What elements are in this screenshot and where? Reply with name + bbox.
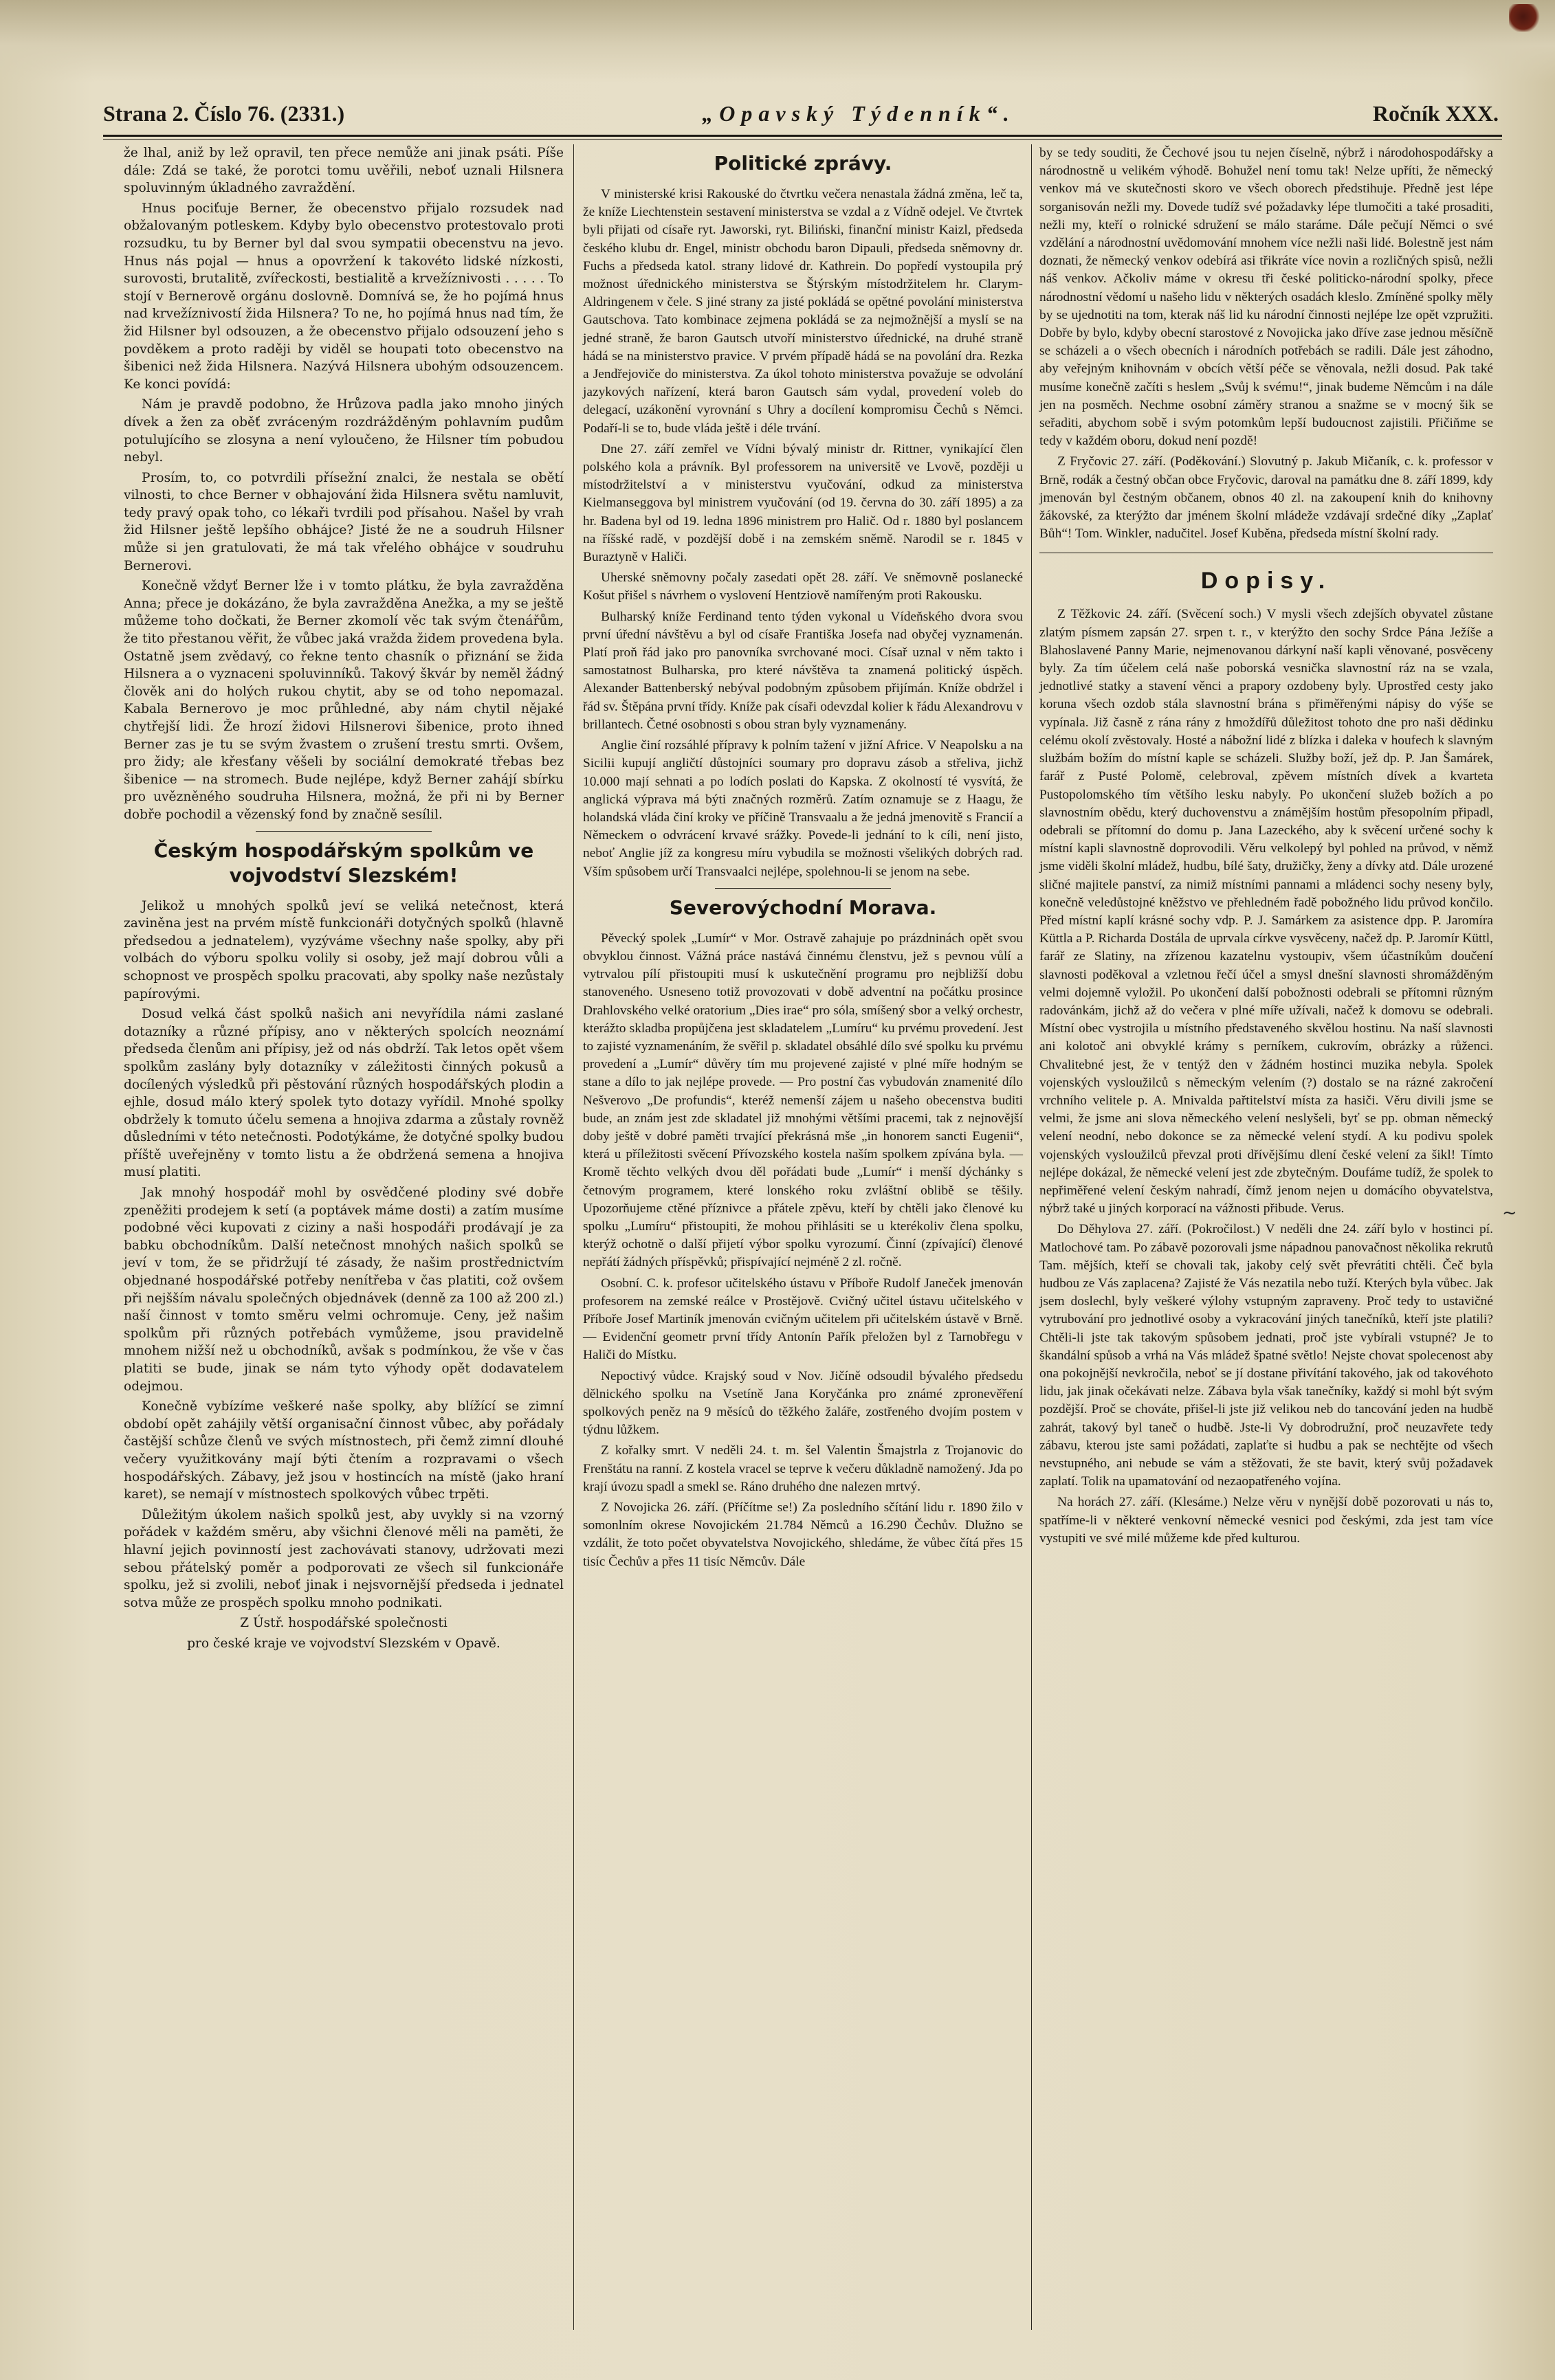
volume-number: Ročník XXX. (1372, 100, 1499, 126)
article-paragraph: by se tedy souditi, že Čechové jsou tu nejen číselně, nýbrž i národohospodářsky a národnostně u velikém výhodě. Bohužel není tomu tak! Nelze upříti, že německý venkov má ve skutečnosti skoro ve všech oborech předstihuje. Předně jest lépe sorganisován nežli my. Dovede tudíž své požadavky lépe tlumočiti a také prosaditi, nežli my, kteří o rolnické sdružení se málo staráme. Dále pečují Němci o své vzdělání a národnostní uvědomování mnohem více nežli naši lidé. Bolestně jest nám doznati, že německý venkov odebírá asi třikráte více novin a rozličných spisů, nežli náš venkov. Ačkoliv máme v okresu tři české politicko-národní spolky, přece národnostní vědomí u našeho lidu v některých osadách kleslo. Zmíněné spolky měly by se ujednotiti na tom, kterak náš lid ku národní činnosti nejlépe lze opět vzpružiti. Dobře by bylo, kdyby obecní starostové z Novojicka jako dříve zase jednou měsíčně se scházeli a o všech obecních i národních potřebách se radili. Dále jest záhodno, aby veřejným knihovnám v obcích větší péče se věnovala, nežli dosud. Pak také musíme konečně začíti s heslem „Svůj k svému!“, jinak budeme Němcům i na dále jen na posměch. Nechme osobní záměry stranou a snažme se v mocný šik se seřaditi, abychom sobě i svým potomkům lepší budoucnost zajistili. Přičiňme se tedy v každém oboru, dokud není pozdě! (1039, 146, 1493, 449)
article-paragraph: Bulharský kníže Ferdinand tento týden vykonal u Vídeňského dvora svou první úřední návštěvu a byl od císaře Františka Josefa nad obyčej vyznamenán. Platí proň řád jako pro panovníka svrchované moci. Císař uznal v něm takto i samostatnost Bulharska, pro které návštěva ta znamená politický úspěch. Alexander Battenberský nebýval podobným způsobem přijímán. Kníže obdržel i řád sv. Štěpána první třídy. Kníže pak císaři odevzdal kolier k řádu Alexandrovu v brillantech. Četné osobnosti s obou stran byly vyznamenány. (583, 609, 1023, 732)
signature-line: pro české kraje ve vojvodství Slezském v Opavě. (187, 1636, 500, 1651)
header-rule-thin (103, 139, 1502, 140)
page-number: Strana 2. Číslo 76. (2331.) (103, 100, 345, 126)
section-title: Dopisy. (1200, 568, 1332, 594)
column-2 (583, 144, 1023, 1574)
article-paragraph: Z Těžkovic 24. září. (Svěcení soch.) V mysli všech zdejších obyvatel zůstane zlatým písmem zapsán 27. srpen t. r., v kterýžto den sochy Srdce Pána Ježíše a Blahoslavené Panny Marie, nejmenovanou dárkyní naší kapli věnované, posvěceny byly. Za tím účelem celá naše poborská vesnička slavnostní ráz na se vzala, jednotlivé statky a stavení věnci a prapory ozdobeny byly. Uprostřed cesty jako koruna všech ozdob stála slavnostní brána s přiměřenými nápisy do výše se vypínala. Již časně z rána rány z hmoždířů důležitost tohoto dne pro naši dědinku celému okolí zvěstovaly. Hosté a nábožní lidé z blízka i daleka v houfech k slavným službám božím do místní kaple se scházeli. Služby boží, jež dp. P. Jan Šamárek, farář z Pusté Polomě, celebroval, zpěvem místních dívek a kvarteta Pustopolomského tím většího lesku nabyly. Po ukončení služeb božích a po slavnostním obědu, který duchovenstvu a známějším hostům přesopolním připadl, odebrali se přítomní do domu p. Jana Lazeckého, aby k svěcení určené sochy k místní kapli slavnostně doprovodili. Věru velkolepý byl pohled na průvod, v němž jsme viděli školní mládež, hudbu, bílé šaty, družičky, ženy a dívky atd. Dále urozené sličné majitele panství, za nimiž místními pannami a mládenci sochy neseny byly, konečně veledůstojné kněžstvo ve přehledném řadě pobožného lidu průvod končilo. Před místní kaplí krásné sochy vdp. P. J. Samárkem za asistence dpp. P. Jaromíra Küttla a P. Richarda Dostála de uprvala církve vysvěceny, načež dp. P. Jaromír Küttl, farář ze Slatiny, na zřízenou kazatelnu vystoupiv, všem účastníkům doučení slavnosti poděkoval a vzletnou řečí účel a smysl dnešní slavnosti shromážděným velmi dojemně vyložil. Po ukončení další pobožnosti odebrali se přítomni různým radovánkám, jichž až do večera v plné míře užívali, načež k domovu se odebrali. Místní obec vystrojila u místního představeného skvělou hostinu. Na naší slavnosti ani kolotoč ani obvyklé krámy s perníkem, cukrovím, obrázky a růženci. Chvalitebné jest, že v tentýž den v žádném hostinci muzika nebyla. Spolek vojenských vysloužilců s německým velením (?) dostalo se na rázné zakročení vrchního velitele p. A. Mnivalda pařtitelství místa za hasiči. Věru divili jsme se velmi, že jsme ani slova německého velení neslyšeli, byť se pp. obman německý velení neodní, nebo dokonce se za německé velení stydí. A ku podivu spolek vojenských vysloužilců převzal proti dřívějšímu dlení české velení za šikl! Tímto nejlépe dokázal, že německé velení jest zde zbytečným. Doufáme tudíž, že spolek to nepřiměřené velení českým nahradí, čímž jenom nejen u domácího obyvatelstva, nýbrž také u jiných korporací na vážnosti přibude. Verus. (1039, 607, 1493, 1216)
column-3 (1039, 144, 1493, 1550)
article-paragraph: Jelikož u mnohých spolků jeví se veliká netečnost, která zaviněna jest na prvém místě funkcionáři dotyčných spolků (hlavně předsedou a jednatelem), vyzýváme všechny naše spolky, aby při volbách do výboru spolku volily si osoby, jež mají dobrou vůli a schopnost ve prospěch spolku pracovati, aby spolky naše nezůstaly papírovými. (124, 898, 564, 1001)
column-divider (573, 144, 574, 2330)
header-rule (103, 135, 1502, 137)
article-paragraph: Anglie činí rozsáhlé přípravy k polním tažení v jižní Africe. V Neapolsku a na Sicilii kupují angličtí důstojníci soumary pro dopravu zásob a střeliva, jichž 10.000 mají sehnati a po lodích poslati do Kapska. Z okolností té vysvítá, že anglická výprava má býti značných rozměrů. Zatím oznamuje se z Haagu, že holandská vláda činí kroky ve příčině Transvaalu a že jedná jmenovitě s Francií a Německem o odvrácení krvavé srážky. Povede-li jednání to k cíli, není jisto, neboť Anglie jíž za kongresu míru vybudila se možnosti všelikých dobrých rad. Vším spůsobem určí Transvaalci nejlépe, spolehnou-li se jenom na sebe. (583, 738, 1023, 879)
article-paragraph: V ministerské krisi Rakouské do čtvrtku večera nenastala žádná změna, leč ta, že kníže Liechtenstein sestavení ministerstva se vzdal a z Vídně odejel. Ve čtvrtek byli přijati od císaře ryt. Jaworski, ryt. Biliński, finanční ministr Kaizl, předseda českého klubu dr. Engel, ministr obchodu baron Dipauli, předseda sněmovny dr. Fuchs a předseda katol. strany lidové dr. Kathrein. Do popředí vystoupila prý možnost úřednického ministerstva se Štýrským místodržitelem hr. Clarym-Aldringenem v čele. S jiné strany za jisté pokládá se opětné povolání ministerstva Gautschova. Tato kombinace zejmena pokládá se za nejmožnější a myslí se na jedné straně, že baron Gautsch utvoří ministerstvo úřednické, na druhé straně hádá se na ministerstvo pravice. V prvém případě hádá se na povolání dra. Rezka a Jendřejoviče do ministerstva. Za úkol tohoto ministerstva považuje se odvolání jazykových nařízení, která baron Gautsch sám vydal, provedení voleb do delegací, uzákonění vyrovnání s Uhry a docílení kompromisu Čechů s Němci. Podaří-li se to, bude vláda ještě i déle trvání. (583, 187, 1023, 436)
signature-line: Z Ústř. hospodářské společnosti (240, 1616, 448, 1631)
article-paragraph: Do Děhylova 27. září. (Pokročilost.) V neděli dne 24. září bylo v hostinci pí. Matlochové tam. Po zábavě pozorovali jsme nápadnou panovačnost několika rekrutů Tam. mějších, kteří se chovali tak, jakoby celý svět převrátiti chtěli. Čeč byla hudbou ze Vás zaplacena? Zajisté že Vás nezatila nebo tuží. Kterých byla vůbec. Jak jsem doslechl, byly veškeré výlohy vstupným zapraveny. Proč tedy to ustavičné vytrubování pro jednotlivé osoby a vykracování jiných tanečníků, kteří jste platili? Chtěli-li jste tak takovým spůsobem jednati, proč jste vybírali vstupné? Je to škandální spůsob a vrhá na Vás mládež špatné světlo! Nejste chovat spolecenost aby ona pokojnější nevkročila, neboť se jí dostane přivítání takového, jak od takovéhoto lidu, jak jinak očekávati nelze. Zábava byla však tanečníky, každý si mohl být svým pozdější. Proč se chováte, přišel-li jste již velikou neb do tancování jeden na hudbě zahrát, takový byl taneč o hudbě. Jste-li Vy dobrodružní, proč neuzavřete tedy zábavu, kterou jste sami požádati, zaplaťte si hudbu a pak se nechtějte od všech nevstupného, ani nebude se vám a stěžovati, že ste bavit, který svůj požadavek zaplatí. Tolik na upamatování od nezaopatřeného vojína. (1039, 1222, 1493, 1489)
article-paragraph: Konečně vždyť Berner lže i v tomto plátku, že byla zavražděna Anna; přece je dokázáno, že byla zavražděna Anežka, a my se ještě můžeme toho dočkati, že Berner zkomolí věc tak svým čtenářům, že tito přestanou věřit, že vůbec jaká vražda židem provedena byla. Ostatně jsem zvědavý, co řekne tento chasník o přiznání se žida Hilsnera a o vyznaceni spoluvinníků. Takový škvár by neměl žádný člověk ani do holých rukou chytit, aby se od toho nepomazal. Kabala Bernerovo je moc průhledné, aby nám chytil nějaké chytřejší lidi. Že hrozí židovi Hilsnerovi šibenice, proto ihned Berner zas je tu se svým žvastem o zrušení trestu smrti. Ovšem, pro židy; ale křesťany věšeli by sociální demokraté třebas bez šibenice — na stromech. Bude nejlépe, když Berner zahájí sbírku pro uvězněného soudruha Hilsnera, možná, že při ni by Berner dobře pochodil a vězenský fond by značně sesílil. (124, 579, 564, 822)
article-paragraph: že lhal, aniž by lež opravil, ten přece nemůže ani jinak psáti. Píše dále: Zdá se také, že porotci tomu uvěřili, neboť uznali Hilsnera spoluvinným úkladného zavraždění. (124, 146, 564, 196)
section-divider (256, 831, 432, 832)
page-header (103, 96, 1499, 131)
column-divider (1031, 144, 1032, 2330)
article-paragraph: Prosím, to, co potvrdili přísežní znalci, že nestala se obětí vilnosti, to chce Berner v obhajování žida Hilsnera světu namluvit, tedy pravý opak toho, co lékaři tvrdili pod přísahou. Našel by vrah žid Hilsner ještě lepšího obhájce? Jisté že ne a soudruh Hilsner může si jen gratulovati, že má tak vřelého obhájce v soudruhu Bernerovi. (124, 470, 564, 573)
article-paragraph: Nám je pravdě podobno, že Hrůzova padla jako mnoho jiných dívek a žen za oběť zvráceným rozdrážděným pohlavním pudům potulujícího se zlosyna a není vyloučeno, že Hilsner tím pobudou nebyl. (124, 397, 564, 465)
article-paragraph: Konečně vybízíme veškeré naše spolky, aby blížící se zimní období opět zahájily větší organisační činnost vůbec, aby pořádaly častější schůze členů ve svých místnostech, při čemž zimní dlouhé večery využitkovány mají býti čtením a rozpravami o všech hospodářských. Zábavy, jež jsou v hostincích na místě (jako hraní karet), se nemají v místnostech spolkových vůbec trpěti. (124, 1399, 564, 1502)
section-title: Severovýchodní Morava. (669, 896, 937, 919)
article-paragraph: Jak mnohý hospodář mohl by osvědčené plodiny své dobře zpeněžiti prodejem k setí (a poptávek máme dosti) a zatím musíme podobné věci kupovati z ciziny a naši hospodáři prodávají je za babku obchodníkům. Další netečnost mnohých našich spolků se jeví v tom, že se přidržují té zásady, že našim prostřednictvím objednané hospodářské potřeby nenítřeba v čas platiti, což ovšem při nejšším návalu společných objednávek (denně za 100 až 200 zl.) naší činnost v tomto směru velmi ochromuje. Ceny, jež našim spolkům při různých potřebách vymůžeme, jsou pravidelně mnohem nižší než u obchodníků, avšak s podmínkou, že vše v čas platiti se bude, jinak se nám tyto výhody opět dodavatelem odejmou. (124, 1186, 564, 1394)
article-paragraph: Na horách 27. září. (Klesáme.) Nelze věru v nynější době pozorovati u nás to, spatříme-li v některé venkovní německé vesnici pod českými, zda jest tam více vystupiti ve své milé můžeme kde před kulturou. (1039, 1495, 1493, 1546)
article-paragraph: Dosud velká část spolků našich ani nevyřídila námi zaslané dotazníky a různé přípisy, ano v některých spolcích neoznámí předseda členům ani přípisy, jež od nás obdrží. Tak letos opět všem spolkům zaslány byly dotazníky v záležitosti činných pokusů a docílených výsledků při pěstování různých hospodářských plodin a ejhle, dosud málo který spolek tyto dotazy vyřídil. Mnohé spolky obdržely k tomuto účelu semena a hnojiva zdarma a zůstaly rovněž důsledními v této netečnosti. Podotýkáme, že dotyčné spolky budou příště uveřejněny v tomto listu a že obdržená semena a hnojiva musí platiti. (124, 1007, 564, 1180)
article-paragraph: Z Fryčovic 27. září. (Poděkování.) Slovutný p. Jakub Mičaník, c. k. professor v Brně, rodák a čestný občan obce Fryčovic, daroval na památku dne 8. září 1899, kdy jmenován byl čestným občanem, obnos 40 zl. na zakoupení knih do knihovny žákovské, za kterýžto dar jménem školní mládeže vzdávají srdečné díky „Zaplať Bůh“! Tom. Winkler, nadučitel. Josef Kuběna, předseda místní školní rady. (1039, 454, 1493, 542)
section-divider (715, 888, 891, 889)
newspaper-title: „Opavský Týdenník“. (702, 100, 1015, 126)
article-paragraph: Z kořalky smrt. V neděli 24. t. m. šel Valentin Šmajstrla z Trojanovic do Frenštátu na ranní. Z kostela vracel se teprve k večeru důkladně namožený. Jda po krají úvozu spadl a smekl se. Ráno druhého dne nalezen mrtvý. (583, 1443, 1023, 1494)
section-title: Politické zprávy. (714, 152, 892, 175)
article-paragraph: Pěvecký spolek „Lumír“ v Mor. Ostravě zahajuje po prázdninách opět svou obvyklou činnost. Vážná práce nastává činnému členstvu, jež s pevnou vůlí a vytrvalou pílí přistoupiti musí k uskutečnění programu pro nejbližší dobu stanoveného. Usneseno totiž provozovati v době adventní na počátku prosince Drahlovského velké oratorium „Dies irae“ pro sóla, smíšený sbor a velký orchestr, kterážto skladba propůjčena jest skladatelem „Lumíru“ ku prvému provedení. Jest to zajisté vyznamenáním, že svěřil p. skladatel obsáhlé dílo své spolku ku prvému provedení a „Lumír“ důvěry tím mu projevené zajisté v plné míře hodným se stane a dílo to jak nejlépe provede. — Pro postní čas vybudován znamenité dílo Nešverovo „De profundis“, kteréž nemenší zájem u našeho obecenstva buditi bude, an znám jest zde skladatel již mnohými většími pracemi, tak z nejnovější doby ještě v dobré paměti trvající překrásná mše „in honorem sancti Eugenii“, která u příležitosti svěcení Přívozského kostela naším spolkem zpívána byla. — Kromě těchto velkých dvou děl pořádati bude „Lumír“ i menší dýchánky s četnovým programem, které lonského roku zvláštní oblibě se těšily. Upozorňujeme ctěné příznivce a přátele zpěvu, kteří by chtěli jako členové ku spolku „Lumíru“ přistoupiti, že mohou přihlásiti se u kterékoliv člena spolku, kterýž ochotně o další přijetí výbor spolku vyrozumí. Činní (zpívající) členové nepřátí žádných příspěvků; přispívající nejméně 2 zl. ročně. (583, 931, 1023, 1270)
column-1 (124, 144, 564, 1656)
article-paragraph: Dne 27. září zemřel ve Vídni bývalý ministr dr. Rittner, vynikající člen polského kola a právník. Byl professorem na universitě ve Lvově, později u místodržitelství a v ministerstvu vyučování, odkud za ministerstva Kielmanseggova byl ministrem vyučování (od 19. června do 30. září 1895) a za hr. Badena byl od 19. ledna 1896 ministrem pro Halič. Od r. 1880 byl poslancem na říšské radě, v pozdější době i na zemském sněmě. Narodil se r. 1845 v Buraztyně v Haliči. (583, 441, 1023, 565)
corner-stain (1509, 4, 1541, 32)
article-paragraph: Osobní. C. k. profesor učitelského ústavu v Příboře Rudolf Janeček jmenován profesorem na zemské reálce v Prostějově. Cvičný učitel ústavu učitelského v Příboře Josef Martiník jmenován cvičným učitelem při učitelském ústavě v Brně. — Evidenční geometr první třídy Antonín Pařík přeložen byl z Tarnobřegu v Haliči do Místku. (583, 1276, 1023, 1363)
page-shadow (0, 0, 1555, 82)
article-paragraph: Důležitým úkolem našich spolků jest, aby uvykly si na vzorný pořádek v každém směru, aby všichni členové měli na paměti, že hlavní jejich povinností jest zachovávati stanovy, udržovati mezi sebou přátelský poměr a podporovati ze všech sil funkcionáře spolku, jež si zvolili, neboť jinak i nejsvornější předseda i jednatel sotva může ze prospěch spolku mnoho podnikati. (124, 1507, 564, 1610)
section-title: Českým hospodářským spolkům ve vojvodství Slezském! (153, 838, 534, 887)
article-paragraph: Nepoctivý vůdce. Krajský soud v Nov. Jičíně odsoudil bývalého předsedu dělnického spolku na Vsetíně Jana Koryčánka pro známé zpronevěření spolkových peněz na 9 měsíců do těžkého žaláře, zostřeného dvojím postem v týdnu lůžkem. (583, 1368, 1023, 1438)
article-paragraph: Hnus pociťuje Berner, že obecenstvo přijalo rozsudek nad obžalovaným potleskem. Kdyby bylo obecenstvo protestovalo proti rozsudku, tu by Berner byl dal svou sympatii obecenstvu na jevo. Hnus nás pojal — hnus a opovržení k takovéto lidské nízkosti, surovosti, brutalitě, zvířeckosti, bestialitě a krvežíznivosti . . . . . To stojí v Bernerově orgánu doslovně. Domnívá se, že ho pojímá hnus nad krvežíznivostí žida Hilsnera? To ne, ho pojímá hnus nad tím, že žid Hilsner byl odsouzen, a že obecenstvo přijalo odsouzení jeho s povděkem a proto raději by viděl se houpati toto obecenstvo na šibenici než žida Hilsnera. Nazývá Hilsnera ubohým odsouzencem. Ke konci povídá: (124, 201, 564, 392)
article-paragraph: Z Novojicka 26. září. (Příčítme se!) Za posledního sčítání lidu r. 1890 žilo v somonlním okrese Novojickém 21.784 Němců a 16.290 Čechův. Dlužno se vzdálit, že toto počet obyvatelstva Novojického, shledáme, že vůbec čítá přes 15 tisíc Čechův a přes 11 tisíc Němcův. Dále (583, 1500, 1023, 1569)
margin-mark: ~ (1502, 1203, 1517, 1223)
article-paragraph: Uherské sněmovny počaly zasedati opět 28. září. Ve sněmovně poslanecké Košut přišel s návrhem o vyslovení Hentziově namířeným proti Rakousku. (583, 570, 1023, 603)
